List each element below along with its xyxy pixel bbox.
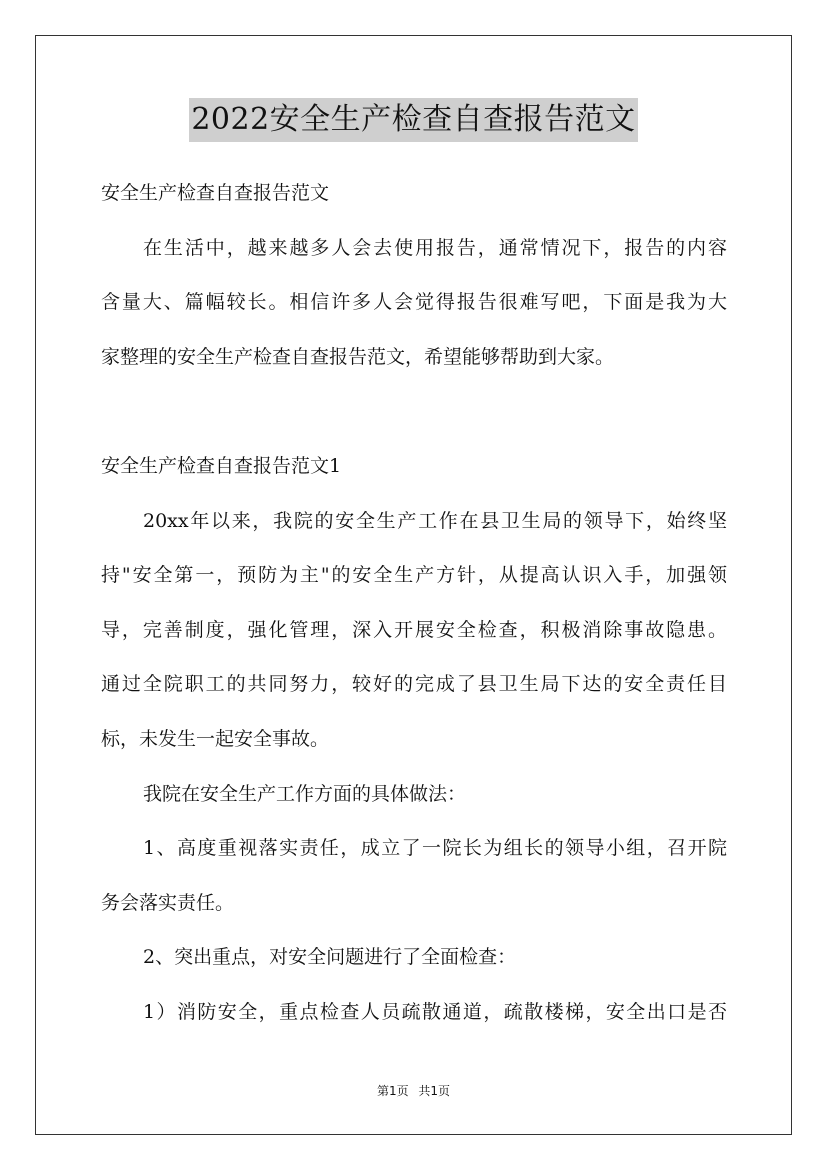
page-total: 共1页 (418, 1084, 451, 1098)
paragraph-line: 通过全院职工的共同努力，较好的完成了县卫生局下达的安全责任目 (101, 673, 727, 696)
paragraph-line: 含量大、篇幅较长。相信许多人会觉得报告很难写吧，下面是我为大 (101, 291, 727, 314)
paragraph-line: 1、高度重视落实责任，成立了一院长为组长的领导小组，召开院 (143, 837, 727, 860)
paragraph-line: 务会落实责任。 (101, 891, 235, 914)
paragraph-line: 导，完善制度，强化管理，深入开展安全检查，积极消除事故隐患。 (101, 618, 727, 641)
title-container (0, 98, 827, 142)
document-title: 2022安全生产检查自查报告范文 (189, 98, 637, 142)
page-number: 第1页 (376, 1084, 409, 1098)
paragraph-line: 标，未发生一起安全事故。 (101, 727, 330, 750)
section-heading: 安全生产检查自查报告范文 (101, 182, 330, 204)
section-heading: 安全生产检查自查报告范文1 (101, 454, 342, 477)
paragraph-line: 家整理的安全生产检查自查报告范文，希望能够帮助到大家。 (101, 345, 615, 368)
paragraph-line: 我院在安全生产工作方面的具体做法： (143, 782, 467, 805)
page-footer (0, 1082, 827, 1099)
paragraph-line: 持"安全第一，预防为主"的安全生产方针，从提高认识入手，加强领 (101, 564, 727, 587)
document-body (101, 166, 727, 1040)
paragraph-line: 在生活中，越来越多人会去使用报告，通常情况下，报告的内容 (143, 236, 727, 259)
paragraph-line: 1）消防安全，重点检查人员疏散通道，疏散楼梯，安全出口是否 (143, 1000, 727, 1023)
blank-line (101, 384, 727, 439)
paragraph-line: 2、突出重点，对安全问题进行了全面检查： (143, 946, 517, 969)
paragraph-line: 20xx年以来，我院的安全生产工作在县卫生局的领导下，始终坚 (143, 509, 727, 532)
